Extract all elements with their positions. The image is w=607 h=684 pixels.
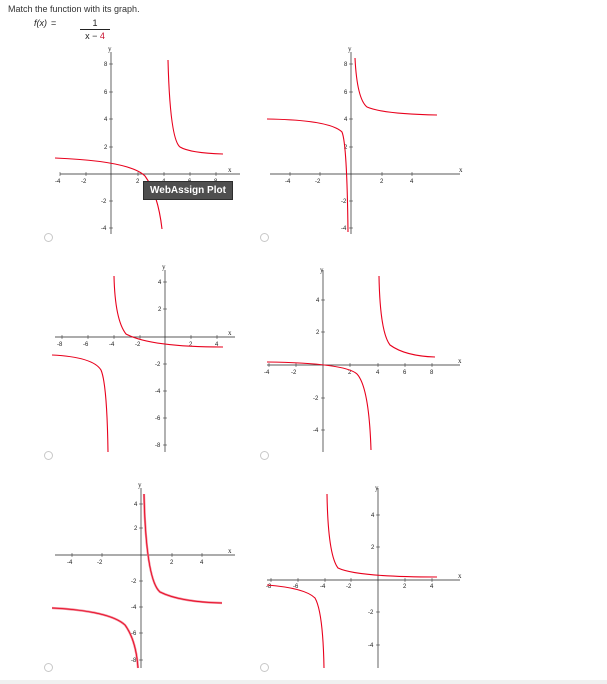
graph-e-ylabel: -6 bbox=[131, 631, 137, 637]
graph-e-plot bbox=[50, 480, 250, 670]
graph-d-xvar: x bbox=[458, 357, 462, 365]
graph-f-xlabel: -4 bbox=[320, 584, 326, 590]
graph-c-ylabel: -6 bbox=[155, 416, 161, 422]
graph-option-e[interactable] bbox=[50, 480, 250, 670]
graph-c-ylabel: -2 bbox=[155, 362, 161, 368]
radio-option-a[interactable] bbox=[44, 233, 53, 242]
graph-c-ylabel: 2 bbox=[158, 307, 162, 313]
graph-b-ylabel: 6 bbox=[344, 90, 348, 96]
graph-b-xlabel: 4 bbox=[410, 179, 414, 185]
radio-option-e[interactable] bbox=[44, 663, 53, 672]
graph-f-ylabel: -2 bbox=[368, 610, 374, 616]
graph-d-xlabel: 8 bbox=[430, 370, 434, 376]
radio-option-d[interactable] bbox=[260, 451, 269, 460]
graph-f-xlabel: -6 bbox=[293, 584, 299, 590]
graph-b-ylabel: 8 bbox=[344, 62, 348, 68]
graph-f-plot bbox=[265, 480, 470, 670]
graph-f-ylabel: -4 bbox=[368, 643, 374, 649]
graph-e-ylabel: -2 bbox=[131, 579, 137, 585]
graph-b-ylabel: 2 bbox=[344, 145, 348, 151]
graph-b-xvar: x bbox=[459, 166, 463, 174]
graph-b-yvar: y bbox=[348, 45, 352, 53]
question-prompt: Match the function with its graph. bbox=[8, 4, 140, 14]
graph-f-xlabel: -8 bbox=[266, 584, 272, 590]
graph-a-yvar: y bbox=[108, 45, 112, 53]
graph-a-ylabel: 4 bbox=[104, 117, 108, 123]
graph-c-xlabel: -6 bbox=[83, 342, 89, 348]
page-bottom-divider bbox=[0, 680, 607, 684]
graph-f-xlabel: -2 bbox=[346, 584, 352, 590]
graph-e-xvar: x bbox=[228, 547, 232, 555]
graph-f-xlabel: 4 bbox=[430, 584, 434, 590]
graph-a-xlabel: -2 bbox=[81, 179, 87, 185]
graph-c-yvar: y bbox=[162, 263, 166, 271]
graph-e-xlabel: 2 bbox=[170, 560, 174, 566]
graph-e-xlabel: -2 bbox=[97, 560, 103, 566]
graph-b-ylabel: 4 bbox=[344, 117, 348, 123]
graph-c-ylabel: -8 bbox=[155, 443, 161, 449]
function-fraction bbox=[80, 18, 110, 41]
graph-c-xlabel: -8 bbox=[57, 342, 63, 348]
graph-e-yvar: y bbox=[138, 481, 142, 489]
graph-e-ylabel: 2 bbox=[134, 526, 138, 532]
graph-c-ylabel: 4 bbox=[158, 280, 162, 286]
graph-f-yvar: y bbox=[375, 484, 379, 492]
graph-d-xlabel: -2 bbox=[291, 370, 297, 376]
graph-b-ylabel: -4 bbox=[341, 226, 347, 232]
graph-a-ylabel: 6 bbox=[104, 90, 108, 96]
denominator-variable: x − bbox=[85, 31, 100, 41]
graph-b-xlabel: 2 bbox=[380, 179, 384, 185]
graph-c-plot bbox=[50, 262, 250, 462]
graph-a-ylabel: 2 bbox=[104, 145, 108, 151]
graph-a-xlabel: 2 bbox=[136, 179, 140, 185]
graph-f-xvar: x bbox=[458, 572, 462, 580]
graph-b-xlabel: -2 bbox=[315, 179, 321, 185]
radio-option-c[interactable] bbox=[44, 451, 53, 460]
graph-b-xlabel: -4 bbox=[285, 179, 291, 185]
graph-f-xlabel: 2 bbox=[403, 584, 407, 590]
graph-a-ylabel: -4 bbox=[101, 226, 107, 232]
graph-d-plot bbox=[265, 262, 470, 462]
graph-a-ylabel: -2 bbox=[101, 199, 107, 205]
graph-a-ylabel: 8 bbox=[104, 62, 108, 68]
denominator-constant: 4 bbox=[99, 31, 105, 41]
graph-f-ylabel: 4 bbox=[371, 513, 375, 519]
graph-d-xlabel: -4 bbox=[264, 370, 270, 376]
graph-a-plot bbox=[50, 44, 250, 244]
graph-d-yvar: y bbox=[320, 266, 324, 274]
equals-sign: = bbox=[51, 18, 57, 28]
graph-option-d[interactable] bbox=[265, 262, 470, 462]
graph-c-xvar: x bbox=[228, 329, 232, 337]
graph-b-plot bbox=[265, 44, 470, 244]
graph-b-ylabel: -2 bbox=[341, 199, 347, 205]
graph-d-ylabel: 4 bbox=[316, 298, 320, 304]
graph-a-xlabel: -4 bbox=[55, 179, 61, 185]
fraction-bar bbox=[80, 29, 110, 30]
graph-d-xlabel: 2 bbox=[348, 370, 352, 376]
graph-f-ylabel: 2 bbox=[371, 545, 375, 551]
graph-option-b[interactable] bbox=[265, 44, 470, 244]
function-label bbox=[34, 18, 60, 28]
radio-option-f[interactable] bbox=[260, 663, 269, 672]
graph-d-ylabel: -2 bbox=[313, 396, 319, 402]
graph-option-c[interactable] bbox=[50, 262, 250, 462]
graph-e-ylabel: -8 bbox=[131, 658, 137, 664]
fraction-denominator bbox=[80, 31, 110, 41]
graph-c-xlabel: -4 bbox=[109, 342, 115, 348]
graph-e-xlabel: 4 bbox=[200, 560, 204, 566]
graph-c-xlabel: 4 bbox=[215, 342, 219, 348]
fraction-numerator: 1 bbox=[92, 18, 98, 28]
graph-option-f[interactable] bbox=[265, 480, 470, 670]
graph-c-ylabel: -4 bbox=[155, 389, 161, 395]
graph-d-xlabel: 6 bbox=[403, 370, 407, 376]
graph-d-xlabel: 4 bbox=[376, 370, 380, 376]
graph-c-xlabel: 2 bbox=[189, 342, 193, 348]
plot-tooltip: WebAssign Plot bbox=[143, 181, 233, 200]
graph-d-ylabel: -4 bbox=[313, 428, 319, 434]
graph-e-ylabel: 4 bbox=[134, 502, 138, 508]
graph-option-a[interactable] bbox=[50, 44, 250, 244]
function-name: f(x) bbox=[34, 18, 47, 28]
radio-option-b[interactable] bbox=[260, 233, 269, 242]
graph-a-xvar: x bbox=[228, 166, 232, 174]
graph-e-xlabel: -4 bbox=[67, 560, 73, 566]
graph-d-ylabel: 2 bbox=[316, 330, 320, 336]
graph-c-xlabel: -2 bbox=[135, 342, 141, 348]
graph-e-ylabel: -4 bbox=[131, 605, 137, 611]
